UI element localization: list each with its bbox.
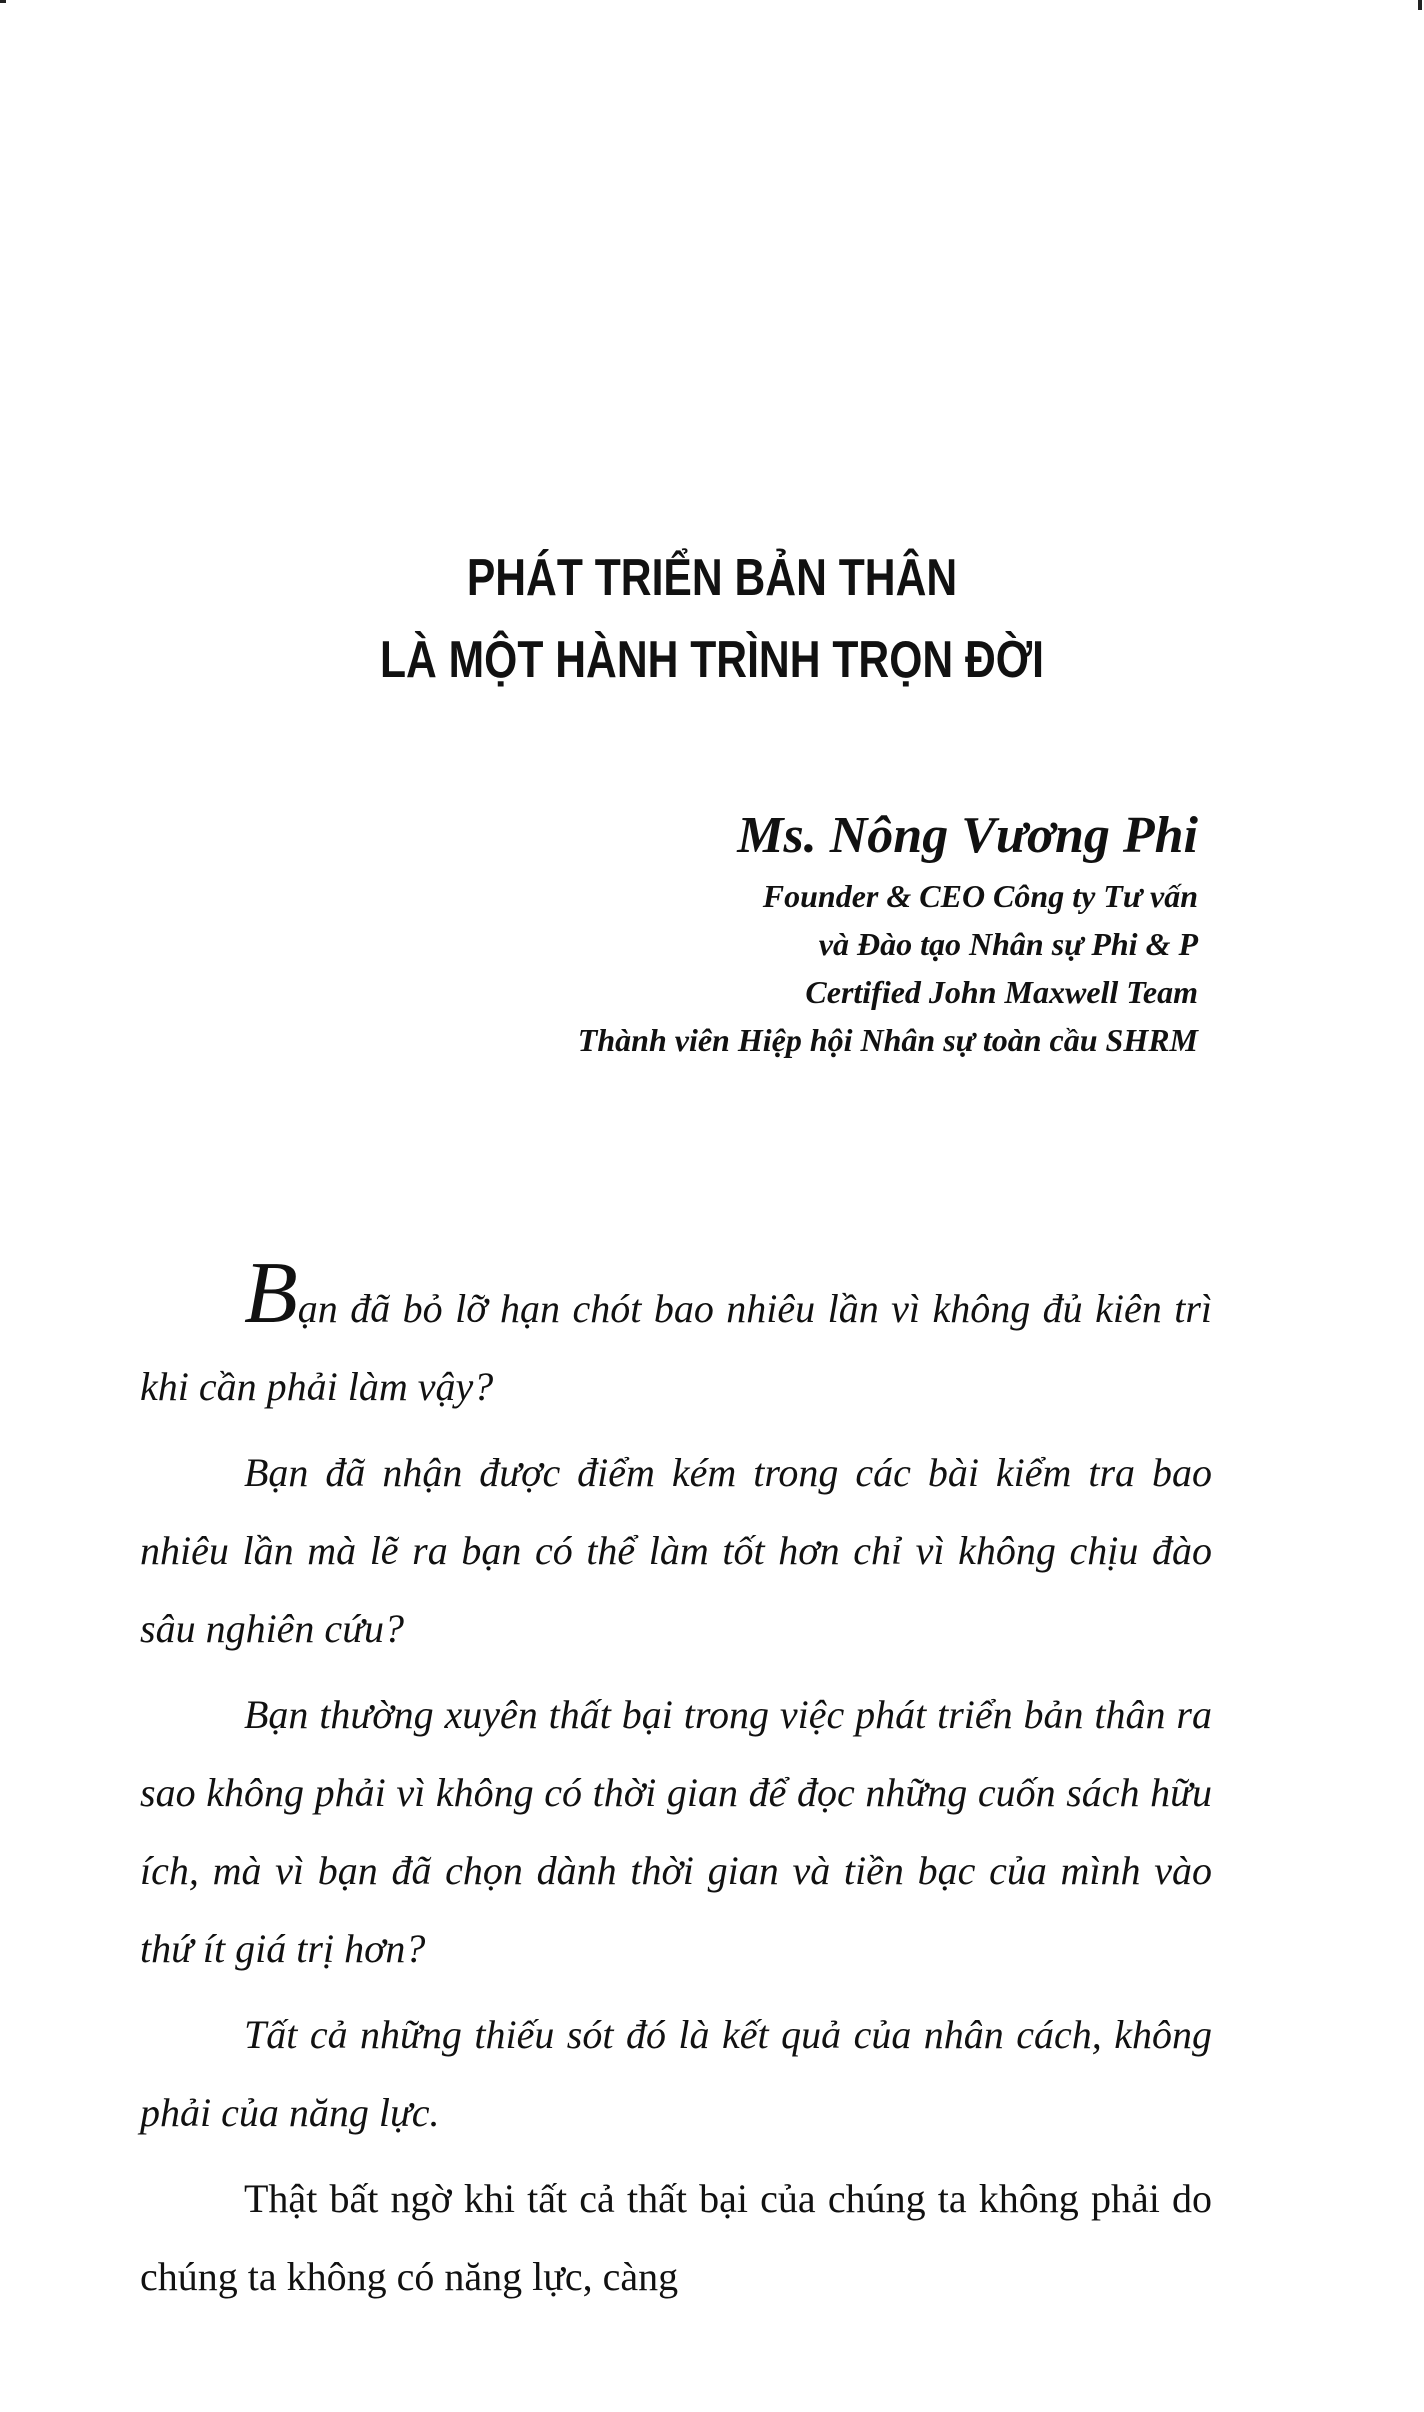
- drop-cap: B: [244, 1245, 298, 1342]
- paragraph-1-text: ạn đã bỏ lỡ hạn chót bao nhiêu lần vì không đủ kiên trì khi cần phải làm vậy?: [140, 1286, 1212, 1409]
- scan-mark-top-left: [0, 0, 6, 3]
- author-name: Ms. Nông Vương Phi: [737, 807, 1198, 864]
- paragraph-3: Bạn thường xuyên thất bại trong việc phát triển bản thân ra sao không phải vì không có thời gian để đọc những cuốn sách hữu ích, mà vì bạn đã chọn dành thời gian và tiền bạc của mình vào thứ ít giá trị hơn?: [140, 1692, 1212, 1971]
- author-membership: Thành viên Hiệp hội Nhân sự toàn cầu SHRM: [577, 1022, 1198, 1058]
- chapter-title-line-2: LÀ MỘT HÀNH TRÌNH TRỌN ĐỜI: [379, 631, 1045, 689]
- author-block: [578, 800, 1198, 1064]
- scan-mark-top-right: [1418, 0, 1422, 10]
- author-company: và Đào tạo Nhân sự Phi & P: [818, 926, 1198, 962]
- paragraph-2: Bạn đã nhận được điểm kém trong các bài kiểm tra bao nhiêu lần mà lẽ ra bạn có thể làm tốt hơn chỉ vì không chịu đào sâu nghiên cứu?: [140, 1450, 1212, 1651]
- paragraph-5: Thật bất ngờ khi tất cả thất bại của chúng ta không phải do chúng ta không có năng lực, càng: [140, 2176, 1212, 2299]
- body-text: [140, 1245, 1212, 2316]
- author-certification: Certified John Maxwell Team: [805, 974, 1198, 1010]
- paragraph-1: [140, 1245, 1212, 1426]
- paragraph-4: Tất cả những thiếu sót đó là kết quả của nhân cách, không phải của năng lực.: [140, 2012, 1212, 2135]
- author-role: Founder & CEO Công ty Tư vấn: [762, 878, 1198, 914]
- chapter-title-line-1: PHÁT TRIỂN BẢN THÂN: [466, 549, 958, 607]
